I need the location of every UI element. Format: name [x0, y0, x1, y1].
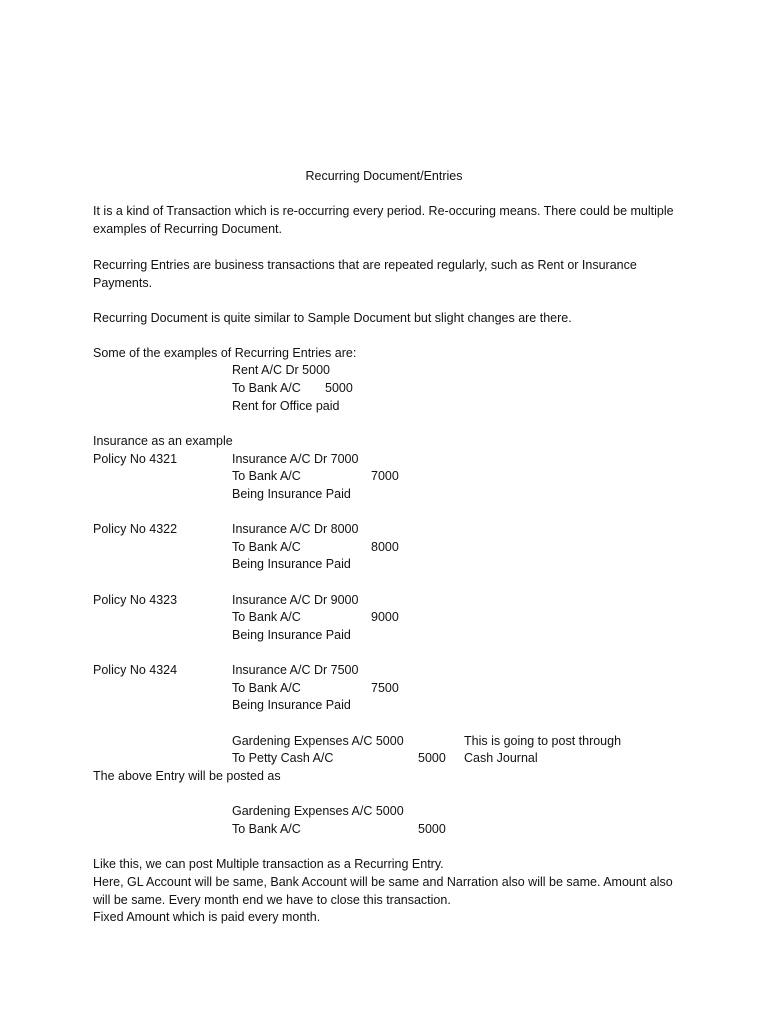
- gardening-credit-line: To Petty Cash A/C: [232, 751, 334, 765]
- gardening-note-line-1: This is going to post through: [464, 734, 622, 748]
- gardening-posted-credit-amount: 5000: [418, 822, 446, 836]
- gardening-note-line-2: Cash Journal: [464, 751, 538, 765]
- policy-debit-line: Insurance A/C Dr 8000: [232, 522, 359, 536]
- policy-credit-amount: 8000: [371, 540, 399, 554]
- policy-narration: Being Insurance Paid: [232, 557, 351, 571]
- closing-line-3: Fixed Amount which is paid every month.: [93, 910, 321, 924]
- rent-credit-amount: 5000: [325, 381, 353, 395]
- gardening-posted-credit-line: To Bank A/C: [232, 822, 301, 836]
- policy-number: Policy No 4322: [93, 522, 178, 536]
- examples-heading: Some of the examples of Recurring Entries are:: [93, 346, 357, 360]
- posted-as-text: The above Entry will be posted as: [93, 769, 281, 783]
- policy-credit-line: To Bank A/C: [232, 540, 301, 554]
- policy-credit-line: To Bank A/C: [232, 681, 301, 695]
- policy-debit-line: Insurance A/C Dr 7000: [232, 452, 359, 466]
- policy-credit-amount: 7500: [371, 681, 399, 695]
- gardening-debit-line: Gardening Expenses A/C 5000: [232, 734, 404, 748]
- gardening-credit-amount: 5000: [418, 751, 446, 765]
- policy-narration: Being Insurance Paid: [232, 698, 351, 712]
- insurance-heading: Insurance as an example: [93, 434, 233, 448]
- policy-debit-line: Insurance A/C Dr 7500: [232, 663, 359, 677]
- policy-credit-amount: 7000: [371, 469, 399, 483]
- policy-debit-line: Insurance A/C Dr 9000: [232, 593, 359, 607]
- rent-credit-line: To Bank A/C: [232, 381, 301, 395]
- intro-paragraph-3: Recurring Document is quite similar to Sample Document but slight changes are there.: [93, 311, 572, 325]
- rent-narration: Rent for Office paid: [232, 399, 340, 413]
- closing-line-1: Like this, we can post Multiple transaction as a Recurring Entry.: [93, 857, 444, 871]
- policy-narration: Being Insurance Paid: [232, 487, 351, 501]
- intro-paragraph-2: Recurring Entries are business transactions that are repeated regularly, such as Rent or Insurance Payments.: [93, 258, 637, 290]
- policy-credit-line: To Bank A/C: [232, 610, 301, 624]
- rent-debit-line: Rent A/C Dr 5000: [232, 363, 330, 377]
- closing-line-2: Here, GL Account will be same, Bank Account will be same and Narration also will be same. Amount also will be same. Every month end we have to close this transaction.: [93, 875, 673, 907]
- intro-paragraph-1: It is a kind of Transaction which is re-occurring every period. Re-occuring means. There could be multiple examples of Recurring Document.: [93, 204, 674, 236]
- document-title: Recurring Document/Entries: [305, 169, 463, 183]
- policy-number: Policy No 4323: [93, 593, 178, 607]
- gardening-posted-debit-line: Gardening Expenses A/C 5000: [232, 804, 404, 818]
- policy-number: Policy No 4324: [93, 663, 178, 677]
- policy-credit-line: To Bank A/C: [232, 469, 301, 483]
- policy-credit-amount: 9000: [371, 610, 399, 624]
- policy-narration: Being Insurance Paid: [232, 628, 351, 642]
- policy-number: Policy No 4321: [93, 452, 178, 466]
